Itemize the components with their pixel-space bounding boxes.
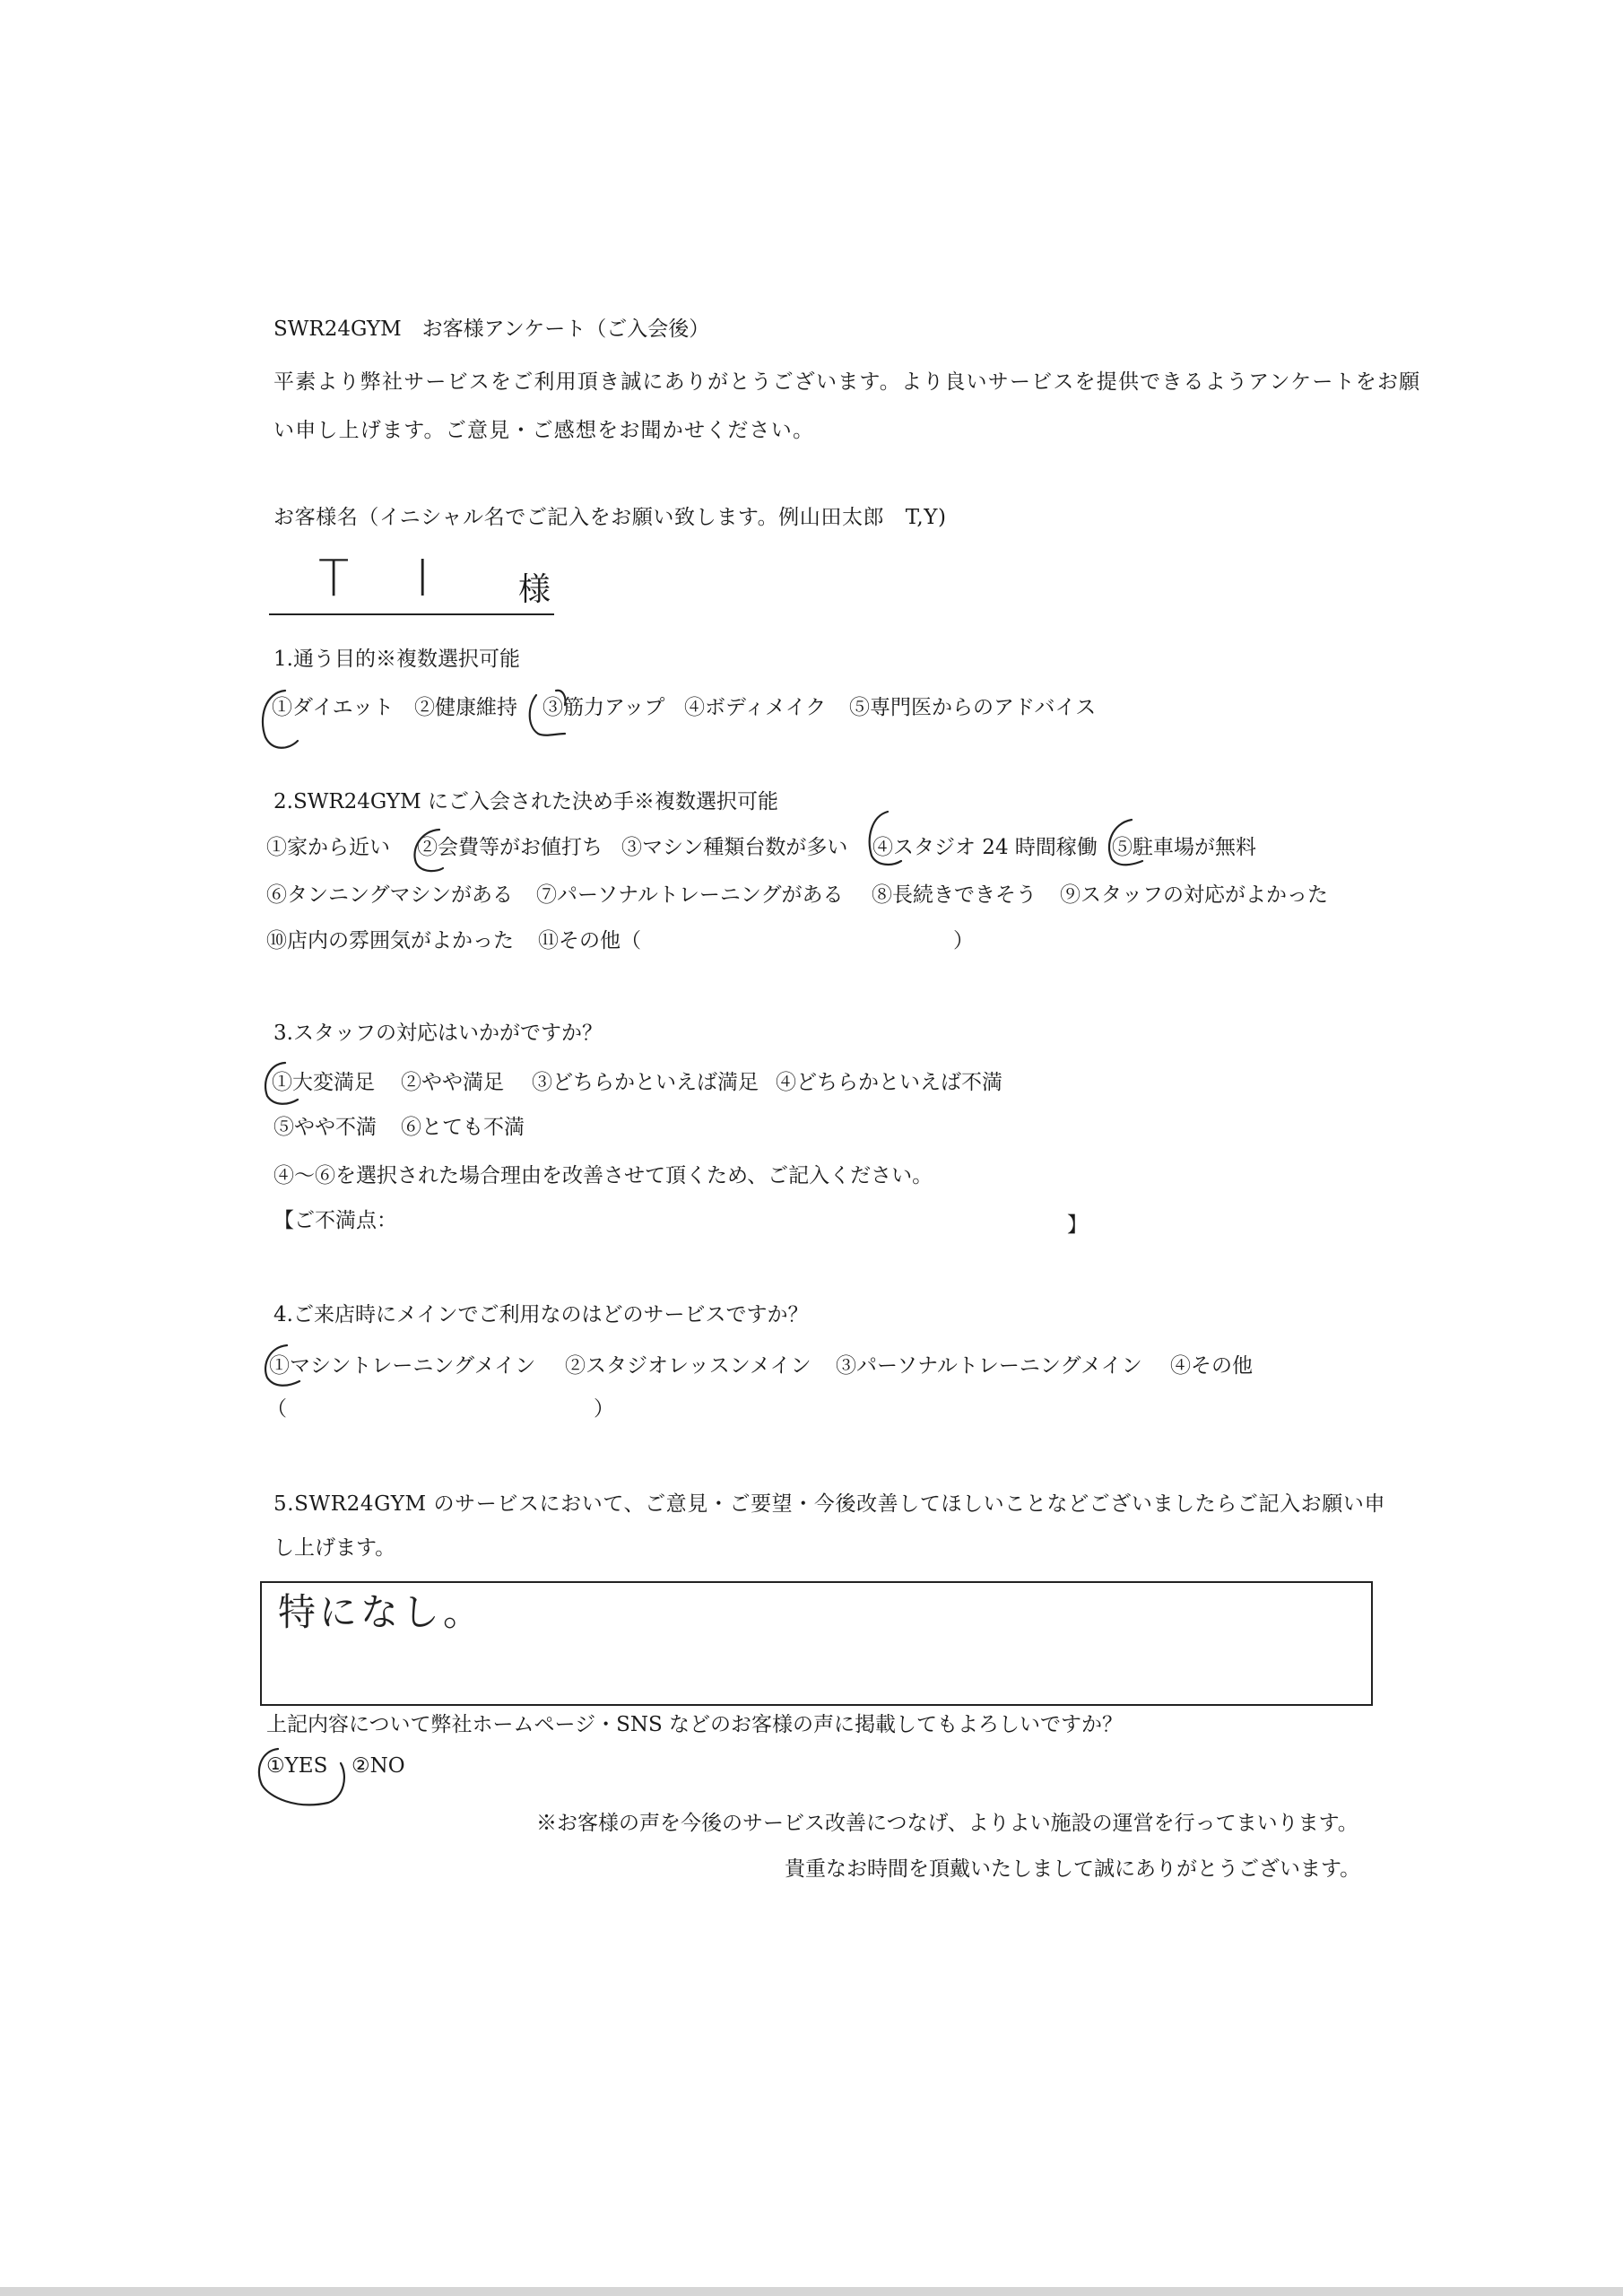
q3-title: 3.スタッフの対応はいかがですか？	[273, 1022, 603, 1045]
q2-option-tanning[interactable]: ⑥タンニングマシンがある	[266, 883, 513, 907]
q2-option-parking[interactable]: ⑤駐車場が無料	[1112, 836, 1256, 859]
q3-option-rather-dissatisfied[interactable]: ④どちらかといえば不満	[776, 1071, 1002, 1094]
q4-option-personal[interactable]: ③パーソナルトレーニングメイン	[836, 1354, 1142, 1378]
q2-option-staff[interactable]: ⑨スタッフの対応がよかった	[1060, 883, 1328, 907]
name-underline	[269, 613, 554, 615]
scan-edge	[0, 2287, 1623, 2296]
q3-reason-note: ④〜⑥を選択された場合理由を改善させて頂くため、ご記入ください。	[273, 1164, 933, 1187]
consent-no[interactable]: ②NO	[352, 1754, 405, 1778]
q3-option-somewhat-satisfied[interactable]: ②やや満足	[401, 1071, 504, 1094]
q3-complaint-close: 】	[1067, 1213, 1088, 1237]
q4-other-close-paren: ）	[594, 1397, 614, 1421]
q2-option-other[interactable]: ⑪その他（	[538, 929, 641, 952]
survey-title: SWR24GYM お客様アンケート（ご入会後）	[273, 317, 710, 341]
q3-option-somewhat-dissatisfied[interactable]: ⑤やや不満	[273, 1116, 377, 1139]
intro-text-line-2: い申し上げます。ご意見・ご感想をお聞かせください。	[273, 419, 815, 442]
customer-honorific: 様	[518, 571, 551, 608]
q3-complaint-open: 【ご不満点：	[273, 1209, 397, 1232]
q2-option-studio[interactable]: ④スタジオ 24 時間稼働	[872, 836, 1098, 859]
q2-other-close-paren: ）	[953, 929, 974, 952]
footer-line-1: ※お客様の声を今後のサービス改善につなげ、よりよい施設の運営を行ってまいります。	[536, 1812, 1358, 1835]
q5-answer-box[interactable]	[260, 1581, 1373, 1706]
q2-option-machines[interactable]: ③マシン種類台数が多い	[621, 836, 848, 859]
intro-text-line-1: 平素より弊社サービスをご利用頂き誠にありがとうございます。より良いサービスを提供できるようアンケートをお願	[273, 370, 1421, 394]
q5-title-line-2: し上げます。	[273, 1536, 396, 1560]
q3-option-rather-satisfied[interactable]: ③どちらかといえば満足	[532, 1071, 759, 1094]
consent-yes[interactable]: ①YES	[266, 1754, 328, 1778]
q4-title: 4.ご来店時にメインでご利用なのはどのサービスですか？	[273, 1303, 809, 1326]
q4-option-studio[interactable]: ②スタジオレッスンメイン	[565, 1354, 812, 1378]
q1-option-bodymake[interactable]: ④ボディメイク	[684, 696, 827, 719]
q4-option-other[interactable]: ④その他	[1170, 1354, 1253, 1378]
q4-option-machine[interactable]: ①マシントレーニングメイン	[269, 1354, 536, 1378]
q5-handwritten-answer: 特になし。	[278, 1590, 485, 1634]
q1-option-diet[interactable]: ①ダイエット	[272, 696, 395, 719]
q2-option-fee[interactable]: ②会費等がお値打ち	[417, 836, 603, 859]
q5-title-line-1: 5.SWR24GYM のサービスにおいて、ご意見・ご要望・今後改善してほしいことなどございましたらご記入お願い申	[273, 1492, 1386, 1516]
customer-name-handwritten: T I	[318, 550, 456, 608]
customer-name-label: お客様名（イニシャル名でご記入をお願い致します。例山田太郎 T,Y)	[273, 506, 947, 529]
footer-line-2: 貴重なお時間を頂戴いたしまして誠にありがとうございます。	[785, 1857, 1361, 1881]
q1-option-muscle[interactable]: ③筋力アップ	[542, 696, 665, 719]
q2-option-atmosphere[interactable]: ⑩店内の雰囲気がよかった	[266, 929, 514, 952]
q1-option-specialist[interactable]: ⑤専門医からのアドバイス	[849, 696, 1097, 719]
q1-option-health[interactable]: ②健康維持	[414, 696, 517, 719]
consent-question: 上記内容について弊社ホームページ・SNS などのお客様の声に掲載してもよろしいですか？	[266, 1713, 1124, 1736]
q2-option-long-lasting[interactable]: ⑧長続きできそう	[872, 883, 1037, 907]
q3-option-very-satisfied[interactable]: ①大変満足	[272, 1071, 375, 1094]
q2-option-personal[interactable]: ⑦パーソナルトレーニングがある	[536, 883, 844, 907]
q3-option-very-dissatisfied[interactable]: ⑥とても不満	[401, 1116, 525, 1139]
q4-other-open-paren: （	[266, 1397, 287, 1421]
q2-option-near-home[interactable]: ①家から近い	[266, 836, 390, 859]
q2-title: 2.SWR24GYM にご入会された決め手※複数選択可能	[273, 790, 778, 813]
q1-title: 1.通う目的※複数選択可能	[273, 648, 520, 671]
